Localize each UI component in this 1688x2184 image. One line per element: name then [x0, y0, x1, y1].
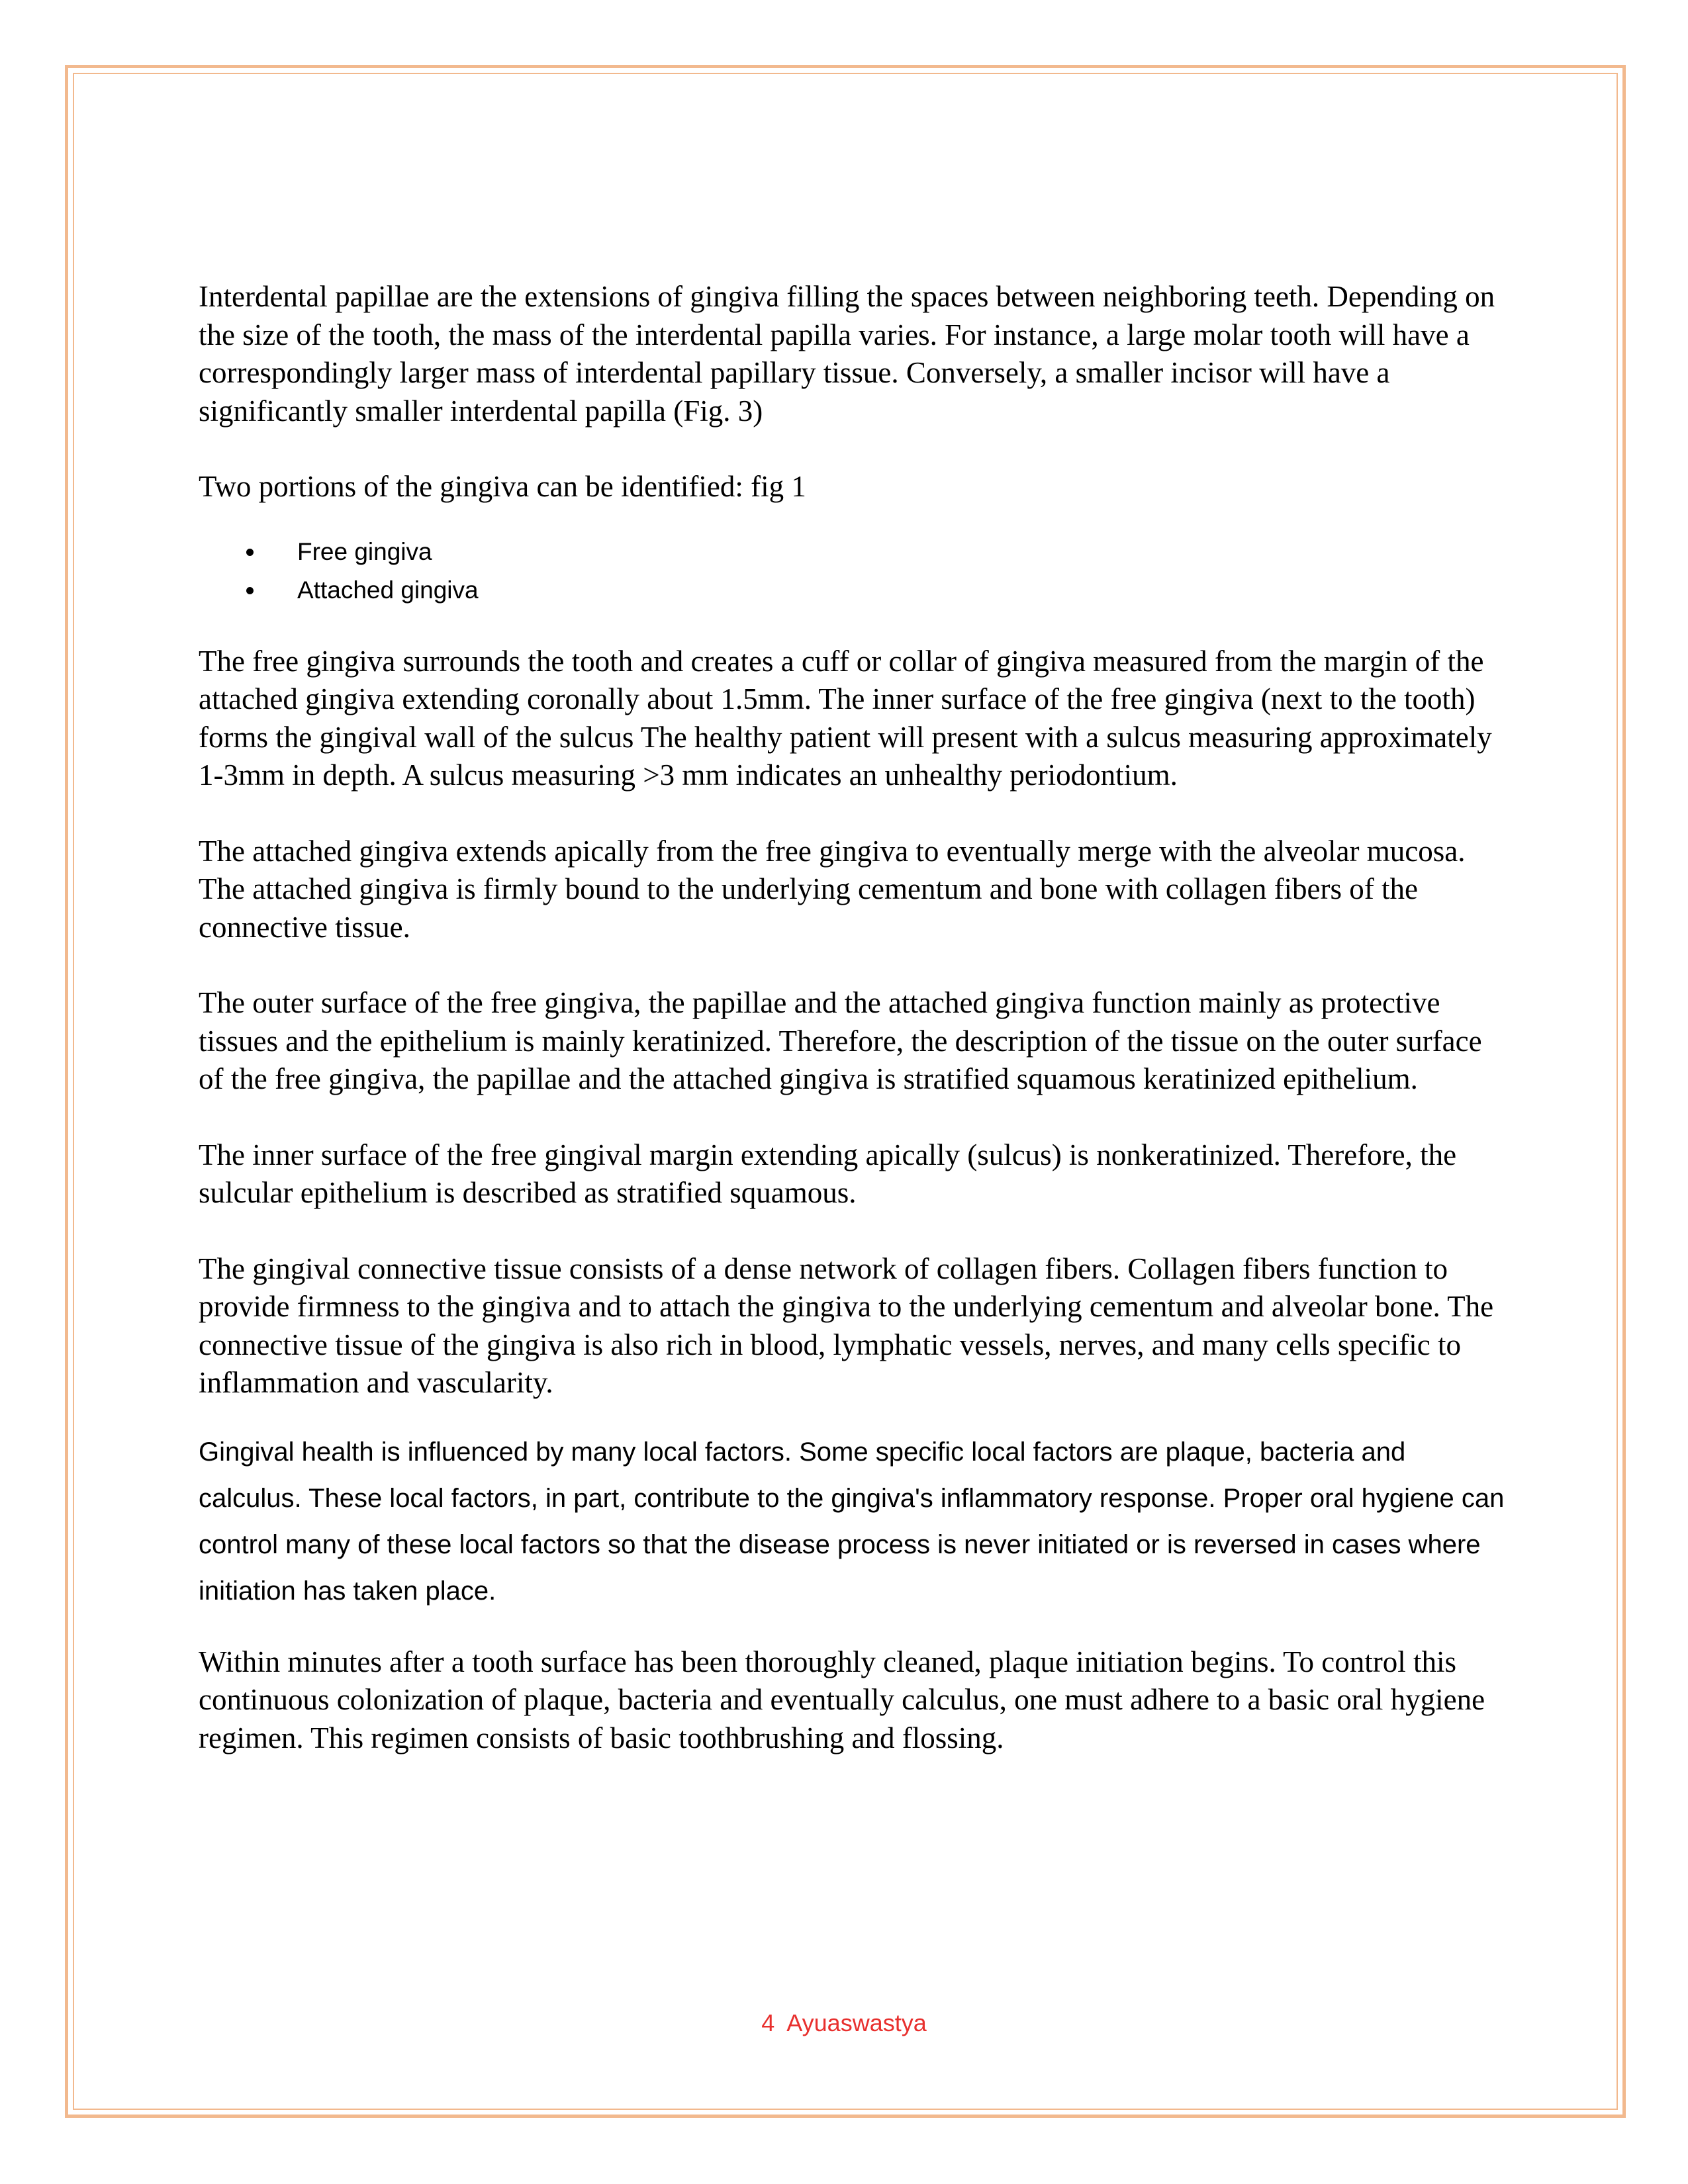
gingiva-portions-list — [199, 533, 1509, 610]
paragraph-free-gingiva: The free gingiva surrounds the tooth and creates a cuff or collar of gingiva measured from the margin of the attached gingiva extending coronally about 1.5mm. The inner surface of the free gingiva (next to the tooth) forms the gingival wall of the sulcus The healthy patient will present with a sulcus measuring approximately 1-3mm in depth. A sulcus measuring >3 mm indicates an unhealthy periodontium. — [199, 644, 1492, 792]
paragraph-connective-tissue: The gingival connective tissue consists of a dense network of collagen fibers. Collagen fibers function to provide firmness to the gingiva and to attach the gingiva to the underlying cementum and alveolar bone. The connective tissue of the gingiva is also rich in blood, lymphatic vessels, nerves, and many cells specific to inflammation and vascularity. — [199, 1251, 1494, 1399]
paragraph-inner-surface: The inner surface of the free gingival margin extending apically (sulcus) is nonkeratinized. Therefore, the sulcular epithelium is described as stratified squamous. — [199, 1138, 1457, 1209]
document-body — [199, 278, 1509, 1757]
paragraph-gingiva-portions: Two portions of the gingiva can be identified: fig 1 — [199, 470, 806, 503]
list-item-label: Attached gingiva — [297, 576, 479, 604]
paragraph-attached-gingiva: The attached gingiva extends apically from the free gingiva to eventually merge with the alveolar mucosa. The attached gingiva is firmly bound to the underlying cementum and bone with collagen fibers of the connective tissue. — [199, 834, 1466, 944]
paragraph-oral-hygiene: Within minutes after a tooth surface has been thoroughly cleaned, plaque initiation begins. To control this continuous colonization of plaque, bacteria and eventually calculus, one must adhere to a basic oral hygiene regimen. This regimen consists of basic toothbrushing and flossing. — [199, 1645, 1485, 1754]
bullet-icon — [246, 587, 254, 594]
paragraph-interdental-papillae: Interdental papillae are the extensions of gingiva filling the spaces between neighboring teeth. Depending on the size of the tooth, the mass of the interdental papilla varies. For instance, a large molar tooth will have a correspondingly larger mass of interdental papillary tissue. Conversely, a smaller incisor will have a significantly smaller interdental papilla (Fig. 3) — [199, 280, 1495, 428]
bullet-icon — [246, 549, 254, 556]
paragraph-gingival-health: Gingival health is influenced by many local factors. Some specific local factors are plaque, bacteria and calculus. These local factors, in part, contribute to the gingiva's inflammatory response. Proper oral hygiene can control many of these local factors so that the disease process is never initiated or is reversed in cases where initiation has taken place. — [199, 1437, 1505, 1606]
page-number: 4 — [761, 2009, 775, 2036]
list-item — [199, 533, 1509, 571]
list-item-label: Free gingiva — [297, 537, 432, 565]
paragraph-outer-surface: The outer surface of the free gingiva, the papillae and the attached gingiva function mainly as protective tissues and the epithelium is mainly keratinized. Therefore, the description of the tissue on the outer surface of the free gingiva, the papillae and the attached gingiva is stratified squamous keratinized epithelium. — [199, 986, 1482, 1095]
page-footer — [0, 2007, 1688, 2040]
footer-title: Ayuaswastya — [786, 2009, 927, 2036]
list-item — [199, 571, 1509, 610]
